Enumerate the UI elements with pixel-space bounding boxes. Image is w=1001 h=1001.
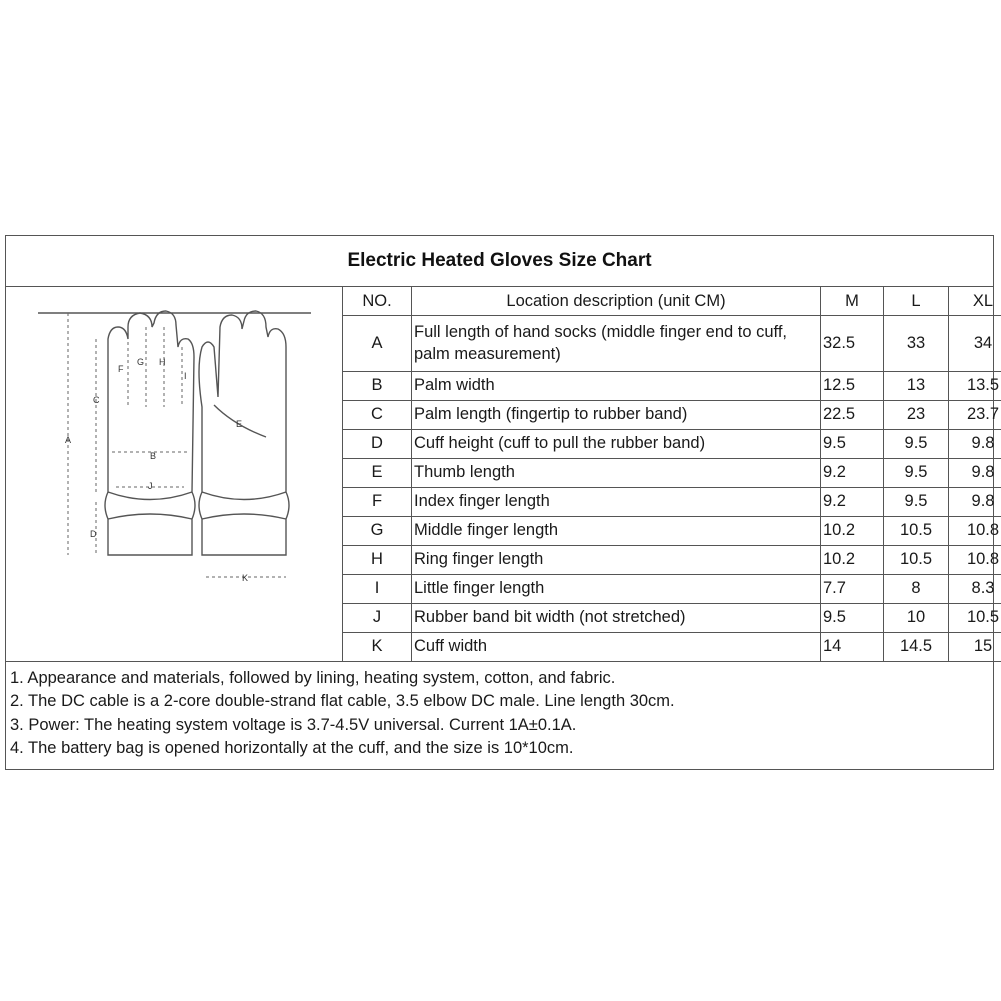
size-chart	[5, 235, 1000, 770]
note-item: 2. The DC cable is a 2-core double-strand flat cable, 3.5 elbow DC male. Line length 30cm.	[10, 692, 675, 711]
header-description: Location description (unit CM)	[412, 287, 821, 315]
table-row	[343, 603, 1001, 632]
row-size-l: 23	[884, 400, 949, 429]
row-description: Palm length (fingertip to rubber band)	[412, 400, 821, 429]
row-size-m: 7.7	[821, 574, 884, 603]
row-size-m: 9.5	[821, 603, 884, 632]
header-m: M	[821, 287, 884, 315]
table-header-row	[343, 287, 1001, 315]
row-description: Rubber band bit width (not stretched)	[412, 603, 821, 632]
row-size-m: 12.5	[821, 371, 884, 400]
header-l: L	[884, 287, 949, 315]
row-size-xl: 8.3	[949, 574, 1001, 603]
row-no: I	[343, 574, 412, 603]
table-row	[343, 400, 1001, 429]
size-table	[342, 287, 1001, 662]
note-item: 4. The battery bag is opened horizontally at the cuff, and the size is 10*10cm.	[10, 738, 574, 757]
table-row	[343, 429, 1001, 458]
row-no: E	[343, 458, 412, 487]
row-size-m: 32.5	[821, 315, 884, 371]
row-description: Little finger length	[412, 574, 821, 603]
row-size-l: 9.5	[884, 429, 949, 458]
row-size-xl: 9.8	[949, 458, 1001, 487]
row-size-xl: 10.5	[949, 603, 1001, 632]
row-description: Full length of hand socks (middle finger end to cuff, palm measurement)	[412, 315, 821, 371]
row-size-m: 9.2	[821, 458, 884, 487]
row-size-xl: 9.8	[949, 487, 1001, 516]
row-description: Cuff height (cuff to pull the rubber band)	[412, 429, 821, 458]
row-size-m: 14	[821, 632, 884, 661]
row-size-xl: 13.5	[949, 371, 1001, 400]
table-row	[343, 315, 1001, 371]
left-glove-wristband	[108, 492, 192, 500]
label-j: J	[148, 481, 153, 491]
label-c: C	[93, 395, 100, 405]
header-xl: XL	[949, 287, 1001, 315]
row-size-m: 9.2	[821, 487, 884, 516]
label-i: I	[184, 371, 187, 381]
row-description: Middle finger length	[412, 516, 821, 545]
label-h: H	[159, 357, 166, 367]
row-no: G	[343, 516, 412, 545]
label-k: K	[242, 573, 249, 583]
row-no: C	[343, 400, 412, 429]
row-size-l: 33	[884, 315, 949, 371]
table-row	[343, 371, 1001, 400]
table-row	[343, 545, 1001, 574]
table-row	[343, 574, 1001, 603]
table-row	[343, 487, 1001, 516]
header-no: NO.	[343, 287, 412, 315]
row-size-l: 10.5	[884, 545, 949, 574]
row-size-l: 9.5	[884, 458, 949, 487]
row-size-m: 9.5	[821, 429, 884, 458]
label-d: D	[90, 529, 97, 539]
label-g: G	[137, 357, 145, 367]
table-row	[343, 632, 1001, 661]
row-size-l: 13	[884, 371, 949, 400]
row-size-l: 8	[884, 574, 949, 603]
glove-illustration	[6, 287, 342, 661]
chart-title: Electric Heated Gloves Size Chart	[6, 236, 993, 287]
left-glove-cuff-seam	[108, 514, 192, 519]
notes-section	[6, 661, 993, 770]
row-size-xl: 23.7	[949, 400, 1001, 429]
label-b: B	[150, 451, 157, 461]
row-no: K	[343, 632, 412, 661]
row-description: Cuff width	[412, 632, 821, 661]
row-size-m: 22.5	[821, 400, 884, 429]
row-no: J	[343, 603, 412, 632]
row-size-xl: 9.8	[949, 429, 1001, 458]
label-e: E	[236, 419, 243, 429]
row-no: D	[343, 429, 412, 458]
row-description: Index finger length	[412, 487, 821, 516]
row-no: B	[343, 371, 412, 400]
row-description: Palm width	[412, 371, 821, 400]
row-size-xl: 10.8	[949, 545, 1001, 574]
row-size-xl: 10.8	[949, 516, 1001, 545]
row-size-l: 10	[884, 603, 949, 632]
row-size-xl: 15	[949, 632, 1001, 661]
label-f: F	[118, 364, 124, 374]
row-no: A	[343, 315, 412, 371]
right-glove-wristband	[202, 492, 286, 500]
label-a: A	[65, 435, 72, 445]
note-item: 3. Power: The heating system voltage is 3.7-4.5V universal. Current 1A±0.1A.	[10, 715, 577, 734]
row-size-l: 9.5	[884, 487, 949, 516]
note-item: 1. Appearance and materials, followed by lining, heating system, cotton, and fabric.	[10, 669, 616, 687]
row-size-m: 10.2	[821, 545, 884, 574]
right-glove-cuff-seam	[202, 514, 286, 519]
row-size-l: 10.5	[884, 516, 949, 545]
table-row	[343, 516, 1001, 545]
right-glove-outline	[199, 311, 289, 555]
row-size-l: 14.5	[884, 632, 949, 661]
row-description: Ring finger length	[412, 545, 821, 574]
glove-diagram	[6, 287, 343, 661]
row-description: Thumb length	[412, 458, 821, 487]
table-row	[343, 458, 1001, 487]
row-no: H	[343, 545, 412, 574]
row-size-m: 10.2	[821, 516, 884, 545]
row-no: F	[343, 487, 412, 516]
row-size-xl: 34	[949, 315, 1001, 371]
